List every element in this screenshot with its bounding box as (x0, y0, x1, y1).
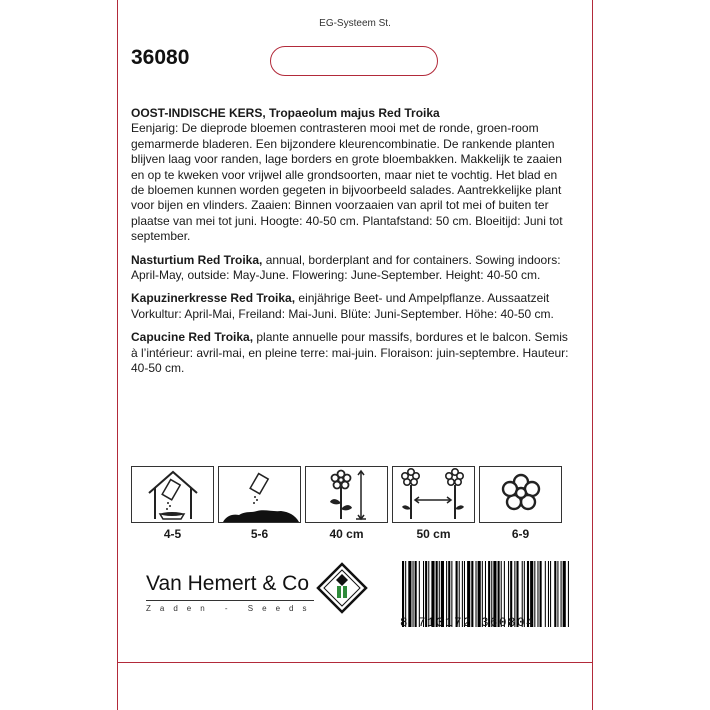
cultivation-icons (131, 466, 563, 541)
brand-name: Van Hemert & Co (146, 572, 310, 595)
indoor-sowing-label: 4-5 (163, 527, 182, 541)
plant-height-label: 40 cm (329, 527, 364, 541)
indoor-sowing-icon (131, 466, 214, 523)
plant-spacing-label: 50 cm (416, 527, 451, 541)
brand-divider (146, 600, 314, 601)
seed-packet-back (117, 0, 593, 710)
outdoor-sowing-label: 5-6 (250, 527, 269, 541)
header-title: EG-Systeem St. (319, 18, 391, 29)
brand-tagline: Zaden - Seeds (146, 604, 316, 613)
icon-cell-flowering (479, 466, 562, 541)
icon-cell-height (305, 466, 388, 541)
description-de (131, 291, 571, 322)
product-code: 36080 (131, 46, 190, 69)
description-nl-title: OOST-INDISCHE KERS, Tropaeolum majus Red Troika (131, 106, 440, 120)
lot-stamp-box (270, 46, 438, 76)
description-nl (131, 106, 571, 245)
bottom-fold-line (118, 662, 592, 663)
description (131, 106, 571, 385)
outdoor-sowing-icon (218, 466, 301, 523)
description-de-title: Kapuzinerkresse Red Troika, (131, 291, 296, 306)
description-fr (131, 330, 571, 376)
flowering-icon (479, 466, 562, 523)
description-nl-body: Eenjarig: De dieprode bloemen contrasteren mooi met de ronde, groen-room gemarmerde bladeren. Een bijzondere kleurencombinatie. De rankende planten blijven laag voor randen, lage borders en grote bloembakken. Makkelijk te zaaien en op te kweken voor vrijwel alle grondsoorten, maar niet te vochtig. Het blad en de bloemen kunnen worden gegeten in bijvoorbeeld salades. Aantrekkelijke plant voor bijen en vlinders. Zaaien: Binnen voorzaaien van april tot mei of buiten ter plaatse van mei tot juni. Hoogte: 40-50 cm. Plantafstand: 50 cm. Bloeitijd: Juni tot september. (131, 121, 563, 244)
description-en-body: annual, borderplant and for containers. Sowing indoors: April-May, outside: May-June. Flowering: June-September. Height: 40-50 cm. (131, 252, 561, 283)
plant-spacing-icon (392, 466, 475, 523)
description-fr-body: plante annuelle pour massifs, bordures et le balcon. Semis à l’intérieur: avril-mai, en pleine terre: mai-juin. Floraison: juin-septembre. Hauteur: 40-50 cm. (131, 330, 569, 376)
brand-emblem-icon (316, 562, 368, 614)
description-fr-title: Capucine Red Troika, (131, 330, 254, 345)
icon-cell-spacing (392, 466, 475, 541)
barcode-number: 8 713172 360804 (400, 616, 536, 630)
icon-cell-outdoor (218, 466, 301, 541)
description-de-body: einjährige Beet- und Ampelpflanze. Aussaatzeit Vorkultur: April-Mai, Freiland: Mai-Juni. Blüte: Juni-September. Höhe: 40-50 cm. (131, 291, 554, 321)
flowering-label: 6-9 (511, 527, 530, 541)
icon-cell-indoor (131, 466, 214, 541)
description-en-title: Nasturtium Red Troika, (131, 252, 263, 267)
description-en (131, 253, 571, 284)
plant-height-icon (305, 466, 388, 523)
